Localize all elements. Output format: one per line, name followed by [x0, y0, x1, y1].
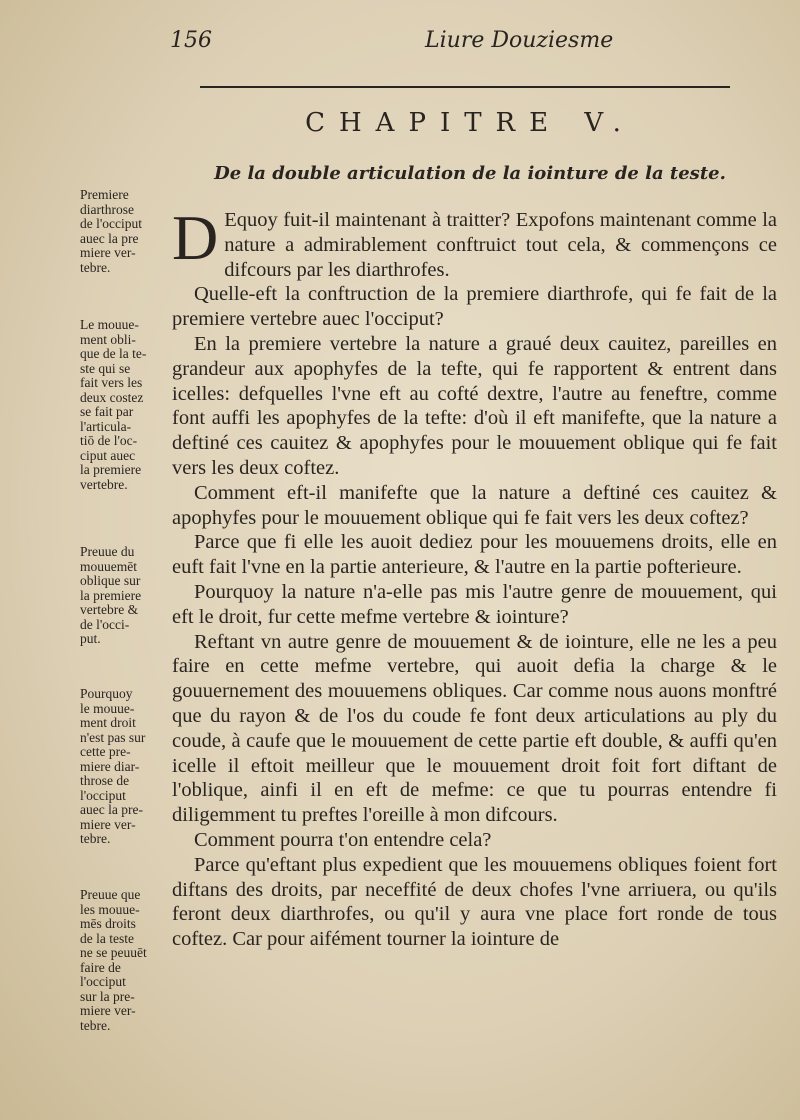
margin-note: Preuue que les mouue- mēs droits de la teste ne se peuuēt faire de l'occiput sur la pre- miere ver- tebre.	[80, 887, 147, 1033]
paragraph: Reftant vn autre genre de mouuement & de iointure, elle ne les a peu faire en cette mefme vertebre, qui auoit defia la charge & le gouuernement des mouuemens obliques. Car comme nous auons monftré que du rayon & de l'os du coude fe font deux articulations au ply du coude, à caufe que le mouuement de cette partie eft double, & auffi qu'en icelle il eftoit meilleur que le mouuement droit foit fort diftant de l'oblique, ainfi il en eft de mefme: ce que tu pourras entendre fi diligemment tu preftes l'oreille à mon difcours.	[172, 630, 777, 827]
paragraph: Comment eft-il manifefte que la nature a deftiné ces cauitez & apophyfes pour le mouuement oblique qui fe fait vers les deux coftez?	[172, 481, 777, 529]
page-header	[170, 28, 760, 64]
margin-note: Premiere diarthrose de l'occiput auec la pre miere ver- tebre.	[80, 187, 143, 275]
drop-cap: D	[172, 202, 219, 273]
paragraph-text: Equoy fuit-il maintenant à traitter? Expofons maintenant comme la nature a admirablement conftruict tout cela, & commençons ce difcours par les diarthrofes.	[224, 209, 777, 281]
chapter-title: CHAPITRE V.	[305, 108, 635, 138]
body-text	[172, 202, 777, 952]
running-head: Liure Douziesme	[425, 28, 614, 53]
paragraph: Parce qu'eftant plus expedient que les mouuemens obliques foient fort diftans des droits, par neceffité de deux chofes l'vne arriuera, ou qu'ils feront deux diarthrofes, ou qu'il y aura vne place fort ronde de tous coftez. Car pour aifément tourner la iointure de	[172, 853, 777, 951]
page-number: 156	[170, 28, 212, 53]
margin-note: Pourquoy le mouue- ment droit n'est pas sur cette pre- miere diar- throse de l'occiput auec la pre- miere ver- tebre.	[80, 686, 146, 846]
paragraph: Parce que fi elle les auoit dediez pour les mouuemens droits, elle en euft fait l'vne en la partie anterieure, & l'autre en la partie pofterieure.	[172, 531, 777, 579]
paragraph: Pourquoy la nature n'a-elle pas mis l'autre genre de mouuement, qui eft le droit, fur cette mefme vertebre & iointure?	[172, 580, 777, 628]
header-rule	[200, 86, 730, 88]
paragraph: Comment pourra t'on entendre cela?	[194, 828, 492, 851]
margin-note: Preuue du mouuemēt oblique sur la premiere vertebre & de l'occi- put.	[80, 544, 142, 646]
paragraph: En la premiere vertebre la nature a graué deux cauitez, pareilles en grandeur aux apophyfes de la tefte, qui fe rapportent & entrent dans icelles: defquelles l'vne eft au cofté dextre, l'autre au feneftre, comme font auffi les apophyfes de la tefte: d'où il eft manifefte, que la nature a deftiné ces cauitez & apophyfes pour le mouuement oblique qui fe fait vers les deux coftez.	[172, 332, 777, 479]
paragraph	[172, 202, 777, 282]
paragraph: Quelle-eft la conftruction de la premiere diarthrofe, qui fe fait de la premiere vertebre auec l'occiput?	[172, 283, 777, 331]
margin-note: Le mouue- ment obli- que de la te- ste qui se fait vers les deux costez se fait par l'articula- tiō de l'oc- ciput auec la premiere vertebre.	[80, 317, 147, 492]
chapter-subtitle: De la double articulation de la iointure de la teste.	[214, 163, 726, 184]
